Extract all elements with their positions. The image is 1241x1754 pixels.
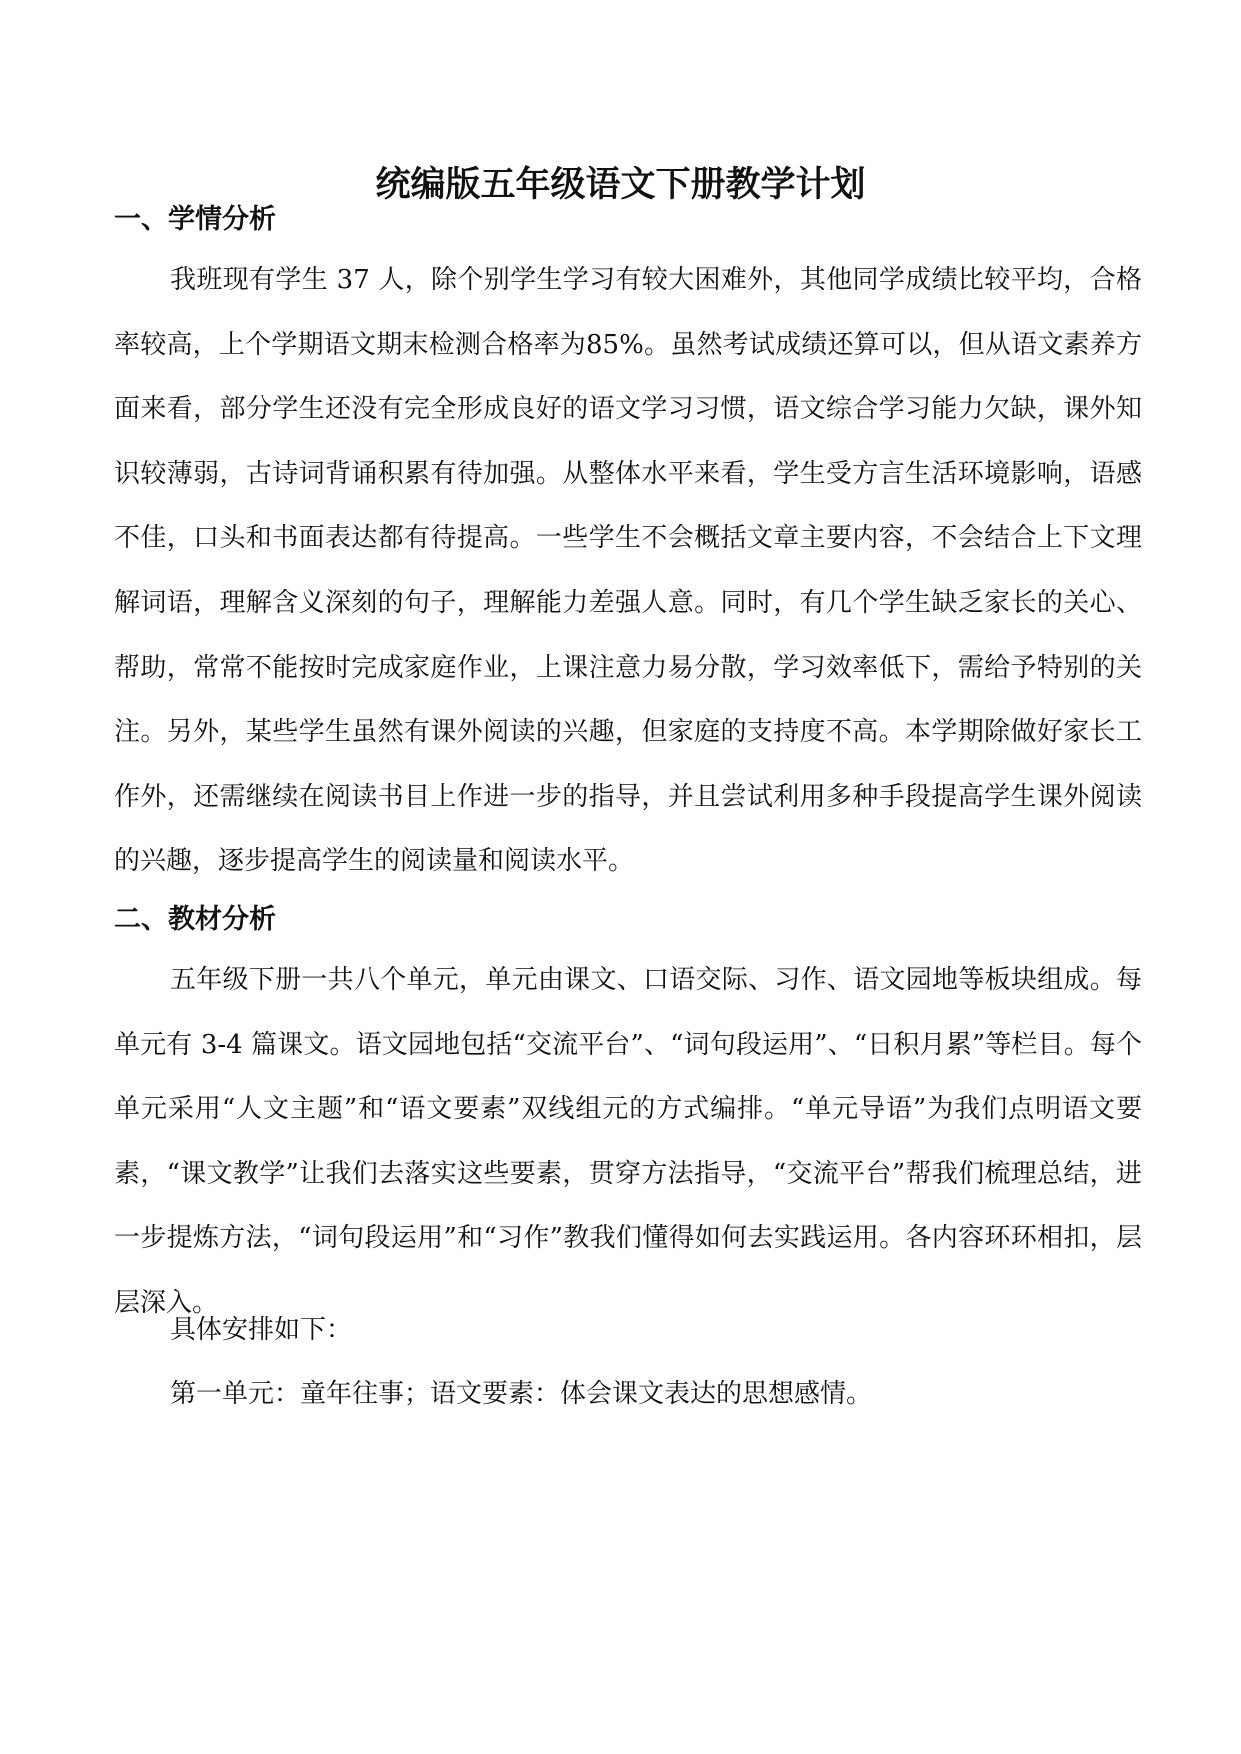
textbook-analysis-paragraph: 五年级下册一共八个单元，单元由课文、口语交际、习作、语文园地等板块组成。每单元有 3-4 篇课文。语文园地包括“交流平台”、“词句段运用”、“日积月累”等栏目。每个单元采用“人文主题”和“语文要素”双线组元的方式编排。“单元导语”为我们点明语文要素，“课文教学”让我们去落实这些要素，贯穿方法指导，“交流平台”帮我们梳理总结，进一步提炼方法，“词句段运用”和“习作”教我们懂得如何去实践运用。各内容环环相扣，层层深入。 [114,965,1142,1318]
student-analysis-paragraph: 我班现有学生 37 人，除个别学生学习有较大困难外，其他同学成绩比较平均，合格率较高，上个学期语文期末检测合格率为85%。虽然考试成绩还算可以，但从语文素养方面来看，部分学生还没有完全形成良好的语文学习习惯，语文综合学习能力欠缺，课外知识较薄弱，古诗词背诵积累有待加强。从整体水平来看，学生受方言生活环境影响，语感不佳，口头和书面表达都有待提高。一些学生不会概括文章主要内容，不会结合上下文理解词语，理解含义深刻的句子，理解能力差强人意。同时，有几个学生缺乏家长的关心、帮助，常常不能按时完成家庭作业，上课注意力易分散，学习效率低下，需给予特别的关注。另外，某些学生虽然有课外阅读的兴趣，但家庭的支持度不高。本学期除做好家长工作外，还需继续在阅读书目上作进一步的指导，并且尝试利用多种手段提高学生课外阅读的兴趣，逐步提高学生的阅读量和阅读水平。 [114,265,1142,877]
document-title: 统编版五年级语文下册教学计划 [375,165,866,205]
arrangement-intro: 具体安排如下： [170,1315,353,1345]
unit-one-line: 第一单元：童年往事；语文要素：体会课文表达的思想感情。 [170,1379,873,1409]
section-heading-textbook-analysis: 二、教材分析 [114,904,276,935]
section-heading-student-analysis: 一、学情分析 [114,204,276,235]
